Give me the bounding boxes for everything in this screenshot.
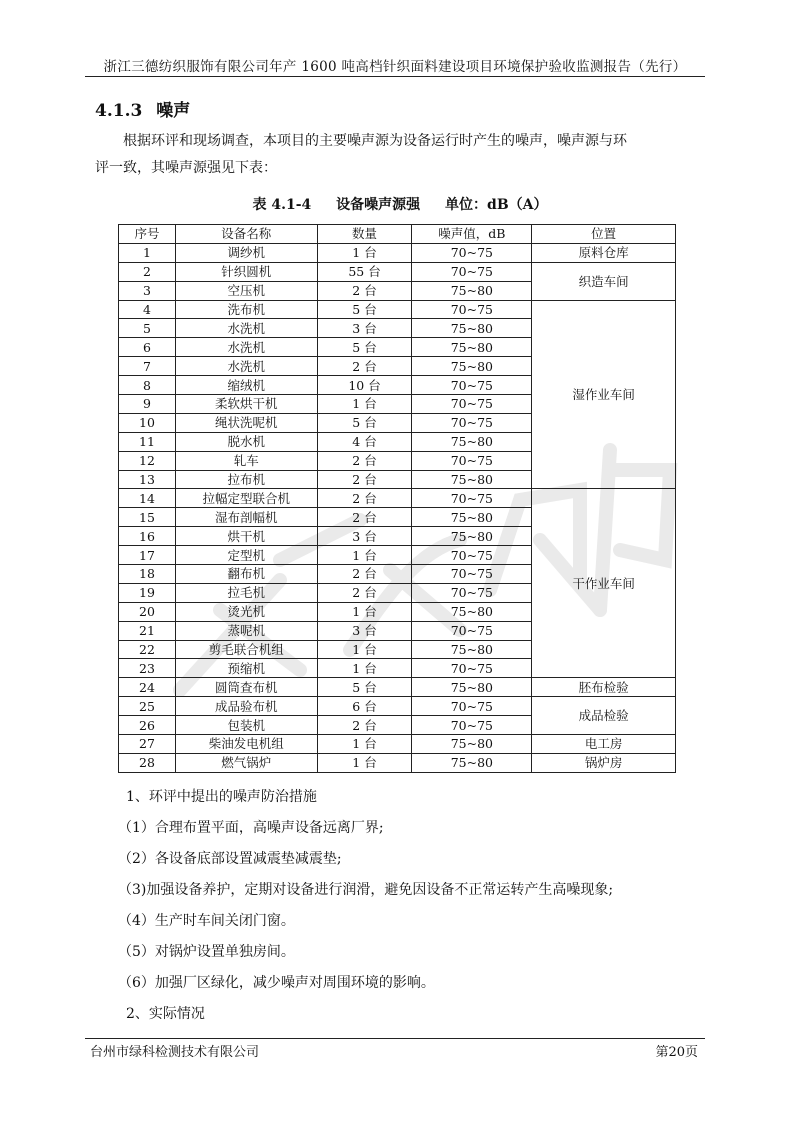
row-number-cell: 6 <box>119 338 176 357</box>
equipment-name-cell: 翻布机 <box>175 565 317 584</box>
quantity-cell: 2 台 <box>317 508 412 527</box>
equipment-name-cell: 轧车 <box>175 451 317 470</box>
section-title: 噪声 <box>156 101 191 121</box>
noise-value-cell: 70~75 <box>412 395 532 414</box>
quantity-cell: 1 台 <box>317 753 412 772</box>
row-number-cell: 21 <box>119 621 176 640</box>
quantity-cell: 2 台 <box>317 470 412 489</box>
equipment-name-cell: 烫光机 <box>175 602 317 621</box>
quantity-cell: 2 台 <box>317 281 412 300</box>
row-number-cell: 4 <box>119 300 176 319</box>
table-row <box>119 697 676 716</box>
quantity-cell: 5 台 <box>317 413 412 432</box>
quantity-cell: 5 台 <box>317 338 412 357</box>
noise-measures <box>118 782 708 1030</box>
table-unit: 单位：dB（A） <box>445 197 548 213</box>
noise-value-cell: 70~75 <box>412 565 532 584</box>
row-number-cell: 5 <box>119 319 176 338</box>
quantity-cell: 2 台 <box>317 565 412 584</box>
table-row <box>119 300 676 319</box>
equipment-name-cell: 水洗机 <box>175 319 317 338</box>
quantity-cell: 1 台 <box>317 602 412 621</box>
equipment-name-cell: 包装机 <box>175 716 317 735</box>
noise-value-cell: 70~75 <box>412 659 532 678</box>
row-number-cell: 24 <box>119 678 176 697</box>
quantity-cell: 1 台 <box>317 640 412 659</box>
footer-rule <box>85 1038 705 1039</box>
quantity-cell: 1 台 <box>317 395 412 414</box>
location-cell: 锅炉房 <box>532 753 676 772</box>
row-number-cell: 25 <box>119 697 176 716</box>
quantity-cell: 3 台 <box>317 319 412 338</box>
equipment-name-cell: 洗布机 <box>175 300 317 319</box>
equipment-name-cell: 剪毛联合机组 <box>175 640 317 659</box>
table-row <box>119 753 676 772</box>
noise-value-cell: 75~80 <box>412 640 532 659</box>
noise-value-cell: 70~75 <box>412 451 532 470</box>
row-number-cell: 13 <box>119 470 176 489</box>
noise-value-cell: 75~80 <box>412 508 532 527</box>
noise-value-cell: 70~75 <box>412 546 532 565</box>
intro-paragraph <box>95 128 705 182</box>
quantity-cell: 2 台 <box>317 583 412 602</box>
location-cell: 湿作业车间 <box>532 300 676 489</box>
equipment-name-cell: 燃气锅炉 <box>175 753 317 772</box>
row-number-cell: 1 <box>119 243 176 262</box>
quantity-cell: 2 台 <box>317 489 412 508</box>
row-number-cell: 11 <box>119 432 176 451</box>
table-row <box>119 243 676 262</box>
location-cell: 电工房 <box>532 735 676 754</box>
noise-value-cell: 75~80 <box>412 281 532 300</box>
quantity-cell: 1 台 <box>317 659 412 678</box>
quantity-cell: 1 台 <box>317 546 412 565</box>
row-number-cell: 3 <box>119 281 176 300</box>
noise-value-cell: 75~80 <box>412 678 532 697</box>
measure-item: （5）对锅炉设置单独房间。 <box>118 944 295 960</box>
row-number-cell: 15 <box>119 508 176 527</box>
table-row <box>119 678 676 697</box>
measure-item: （3)加强设备养护，定期对设备进行润滑，避免因设备不正常运转产生高噪现象; <box>118 882 614 898</box>
table-title: 设备噪声源强 <box>336 197 421 213</box>
row-number-cell: 18 <box>119 565 176 584</box>
noise-value-cell: 75~80 <box>412 753 532 772</box>
quantity-cell: 5 台 <box>317 300 412 319</box>
noise-source-table <box>118 224 676 773</box>
location-cell: 原料仓库 <box>532 243 676 262</box>
header-cell: 噪声值，dB <box>412 225 532 244</box>
equipment-name-cell: 蒸呢机 <box>175 621 317 640</box>
noise-value-cell: 70~75 <box>412 716 532 735</box>
noise-value-cell: 75~80 <box>412 357 532 376</box>
equipment-name-cell: 针织圆机 <box>175 262 317 281</box>
location-cell: 胚布检验 <box>532 678 676 697</box>
location-cell: 织造车间 <box>532 262 676 300</box>
row-number-cell: 2 <box>119 262 176 281</box>
equipment-name-cell: 柔软烘干机 <box>175 395 317 414</box>
quantity-cell: 2 台 <box>317 357 412 376</box>
header-rule <box>85 76 705 77</box>
table-row <box>119 489 676 508</box>
noise-value-cell: 70~75 <box>412 697 532 716</box>
equipment-name-cell: 湿布剖幅机 <box>175 508 317 527</box>
noise-value-cell: 70~75 <box>412 583 532 602</box>
equipment-name-cell: 拉幅定型联合机 <box>175 489 317 508</box>
section-heading <box>95 96 190 121</box>
equipment-name-cell: 绳状洗呢机 <box>175 413 317 432</box>
equipment-name-cell: 圆筒查布机 <box>175 678 317 697</box>
section-number: 4.1.3 <box>95 101 143 121</box>
row-number-cell: 22 <box>119 640 176 659</box>
quantity-cell: 1 台 <box>317 243 412 262</box>
noise-value-cell: 70~75 <box>412 243 532 262</box>
table-row <box>119 262 676 281</box>
row-number-cell: 7 <box>119 357 176 376</box>
quantity-cell: 2 台 <box>317 451 412 470</box>
noise-value-cell: 70~75 <box>412 300 532 319</box>
equipment-name-cell: 调纱机 <box>175 243 317 262</box>
row-number-cell: 23 <box>119 659 176 678</box>
noise-value-cell: 70~75 <box>412 413 532 432</box>
noise-value-cell: 75~80 <box>412 602 532 621</box>
row-number-cell: 10 <box>119 413 176 432</box>
noise-value-cell: 70~75 <box>412 489 532 508</box>
equipment-name-cell: 缩绒机 <box>175 376 317 395</box>
noise-value-cell: 70~75 <box>412 262 532 281</box>
intro-line-1: 根据环评和现场调查，本项目的主要噪声源为设备运行时产生的噪声，噪声源与环 <box>123 133 627 149</box>
table-header-row <box>119 225 676 244</box>
noise-value-cell: 75~80 <box>412 735 532 754</box>
equipment-name-cell: 成品验布机 <box>175 697 317 716</box>
header-cell: 序号 <box>119 225 176 244</box>
row-number-cell: 27 <box>119 735 176 754</box>
equipment-name-cell: 拉毛机 <box>175 583 317 602</box>
header-cell: 设备名称 <box>175 225 317 244</box>
row-number-cell: 8 <box>119 376 176 395</box>
location-cell: 干作业车间 <box>532 489 676 678</box>
measure-item: （6）加强厂区绿化，减少噪声对周围环境的影响。 <box>118 975 435 991</box>
quantity-cell: 6 台 <box>317 697 412 716</box>
page-number: 第20页 <box>655 1045 698 1060</box>
intro-line-2: 评一致，其噪声源强见下表： <box>95 160 277 176</box>
noise-value-cell: 75~80 <box>412 527 532 546</box>
running-header: 浙江三德纺织服饰有限公司年产 1600 吨高档针织面料建设项目环境保护验收监测报告（先行） <box>103 59 687 75</box>
quantity-cell: 10 台 <box>317 376 412 395</box>
quantity-cell: 5 台 <box>317 678 412 697</box>
table-caption <box>95 194 705 214</box>
quantity-cell: 55 台 <box>317 262 412 281</box>
equipment-name-cell: 空压机 <box>175 281 317 300</box>
measure-item: （2）各设备底部设置减震垫减震垫; <box>118 851 342 867</box>
table-number: 表 4.1-4 <box>252 197 312 213</box>
measure-item: （4）生产时车间关闭门窗。 <box>118 913 295 929</box>
equipment-name-cell: 预缩机 <box>175 659 317 678</box>
quantity-cell: 3 台 <box>317 527 412 546</box>
equipment-name-cell: 定型机 <box>175 546 317 565</box>
row-number-cell: 17 <box>119 546 176 565</box>
row-number-cell: 20 <box>119 602 176 621</box>
measure-item: （1）合理布置平面，高噪声设备远离厂界; <box>118 820 384 836</box>
quantity-cell: 1 台 <box>317 735 412 754</box>
quantity-cell: 2 台 <box>317 716 412 735</box>
equipment-name-cell: 水洗机 <box>175 338 317 357</box>
row-number-cell: 19 <box>119 583 176 602</box>
row-number-cell: 16 <box>119 527 176 546</box>
noise-value-cell: 75~80 <box>412 432 532 451</box>
quantity-cell: 4 台 <box>317 432 412 451</box>
measures-title: 1、环评中提出的噪声防治措施 <box>126 789 317 805</box>
equipment-name-cell: 烘干机 <box>175 527 317 546</box>
actual-situation-title: 2、实际情况 <box>126 1006 205 1022</box>
row-number-cell: 12 <box>119 451 176 470</box>
footer-company: 台州市绿科检测技术有限公司 <box>90 1045 260 1060</box>
equipment-name-cell: 柴油发电机组 <box>175 735 317 754</box>
noise-value-cell: 70~75 <box>412 621 532 640</box>
noise-value-cell: 75~80 <box>412 470 532 489</box>
header-cell: 位置 <box>532 225 676 244</box>
row-number-cell: 14 <box>119 489 176 508</box>
noise-value-cell: 70~75 <box>412 376 532 395</box>
table-row <box>119 735 676 754</box>
header-cell: 数量 <box>317 225 412 244</box>
row-number-cell: 26 <box>119 716 176 735</box>
noise-value-cell: 75~80 <box>412 319 532 338</box>
equipment-name-cell: 水洗机 <box>175 357 317 376</box>
quantity-cell: 3 台 <box>317 621 412 640</box>
equipment-name-cell: 拉布机 <box>175 470 317 489</box>
location-cell: 成品检验 <box>532 697 676 735</box>
row-number-cell: 28 <box>119 753 176 772</box>
equipment-name-cell: 脱水机 <box>175 432 317 451</box>
noise-value-cell: 75~80 <box>412 338 532 357</box>
row-number-cell: 9 <box>119 395 176 414</box>
